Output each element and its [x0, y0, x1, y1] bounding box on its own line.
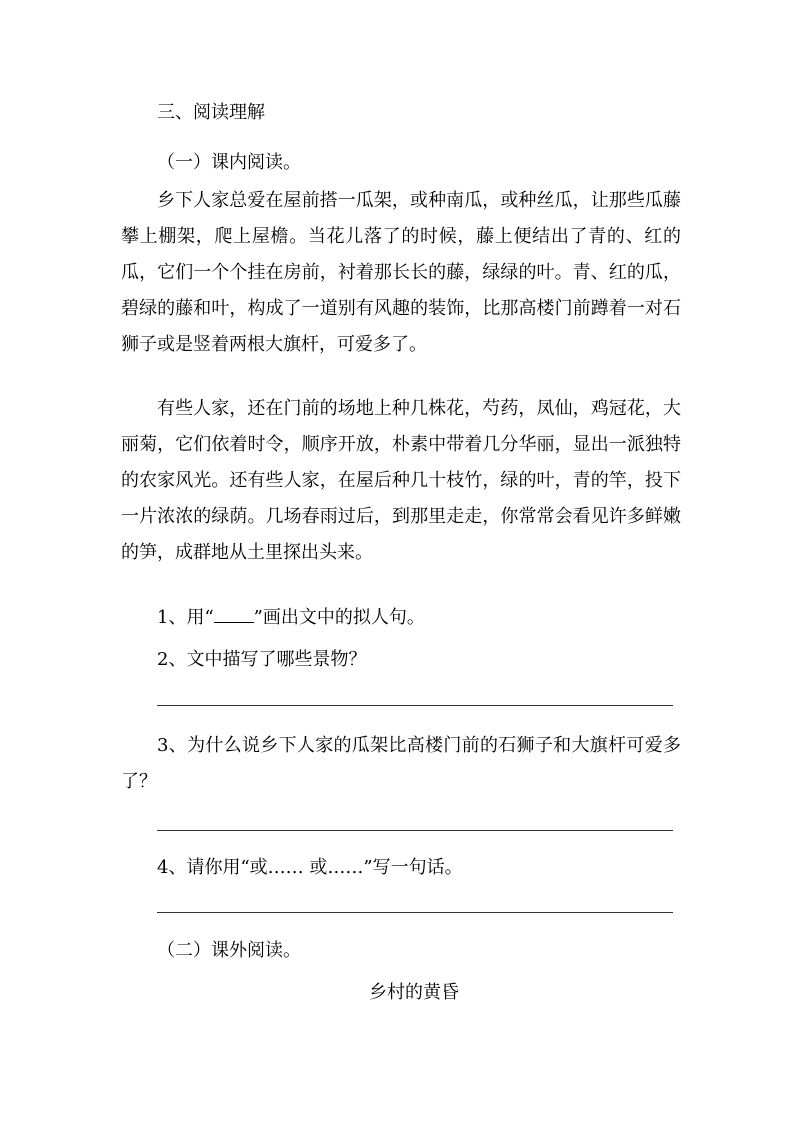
underline-blank: [214, 608, 254, 623]
question-2: 2、文中描写了哪些景物？: [157, 649, 367, 670]
answer-line-q3[interactable]: [157, 830, 673, 831]
question-1: [157, 606, 425, 630]
article-title: 乡村的黄昏: [369, 982, 459, 1003]
question-1-text-after: ”画出文中的拟人句。: [253, 607, 425, 628]
answer-line-q2[interactable]: [157, 705, 673, 706]
passage-paragraph-2: 有些人家，还在门前的场地上种几株花，芍药，凤仙，鸡冠花，大丽菊，它们依着时令，顺序开放，朴素中带着几分华丽，显出一派独特的农家风光。还有些人家，在屋后种几十枝竹，绿的叶，青的竿，投下一片浓浓的绿荫。几场春雨过后，到那里走走，你常常会看见许多鲜嫩的笋，成群地从土里探出头来。: [121, 398, 681, 563]
question-4: 4、请你用“或…… 或……”写一句话。: [157, 857, 463, 878]
part2-heading: （二）课外阅读。: [157, 940, 301, 961]
part1-heading: （一）课内阅读。: [157, 152, 301, 173]
section-heading: 三、阅读理解: [157, 102, 265, 123]
answer-line-q4[interactable]: [157, 912, 673, 913]
passage-paragraph-1: 乡下人家总爱在屋前搭一瓜架，或种南瓜，或种丝瓜，让那些瓜藤攀上棚架，爬上屋檐。当花儿落了的时候，藤上便结出了青的、红的瓜，它们一个个挂在房前，衬着那长长的藤，绿绿的叶。青、红的瓜，碧绿的藤和叶，构成了一道别有风趣的装饰，比那高楼门前蹲着一对石狮子或是竖着两根大旗杆，可爱多了。: [121, 190, 681, 355]
question-1-text-before: 1、用“: [157, 607, 214, 628]
question-3: 3、为什么说乡下人家的瓜架比高楼门前的石狮子和大旗杆可爱多了？: [121, 735, 681, 792]
